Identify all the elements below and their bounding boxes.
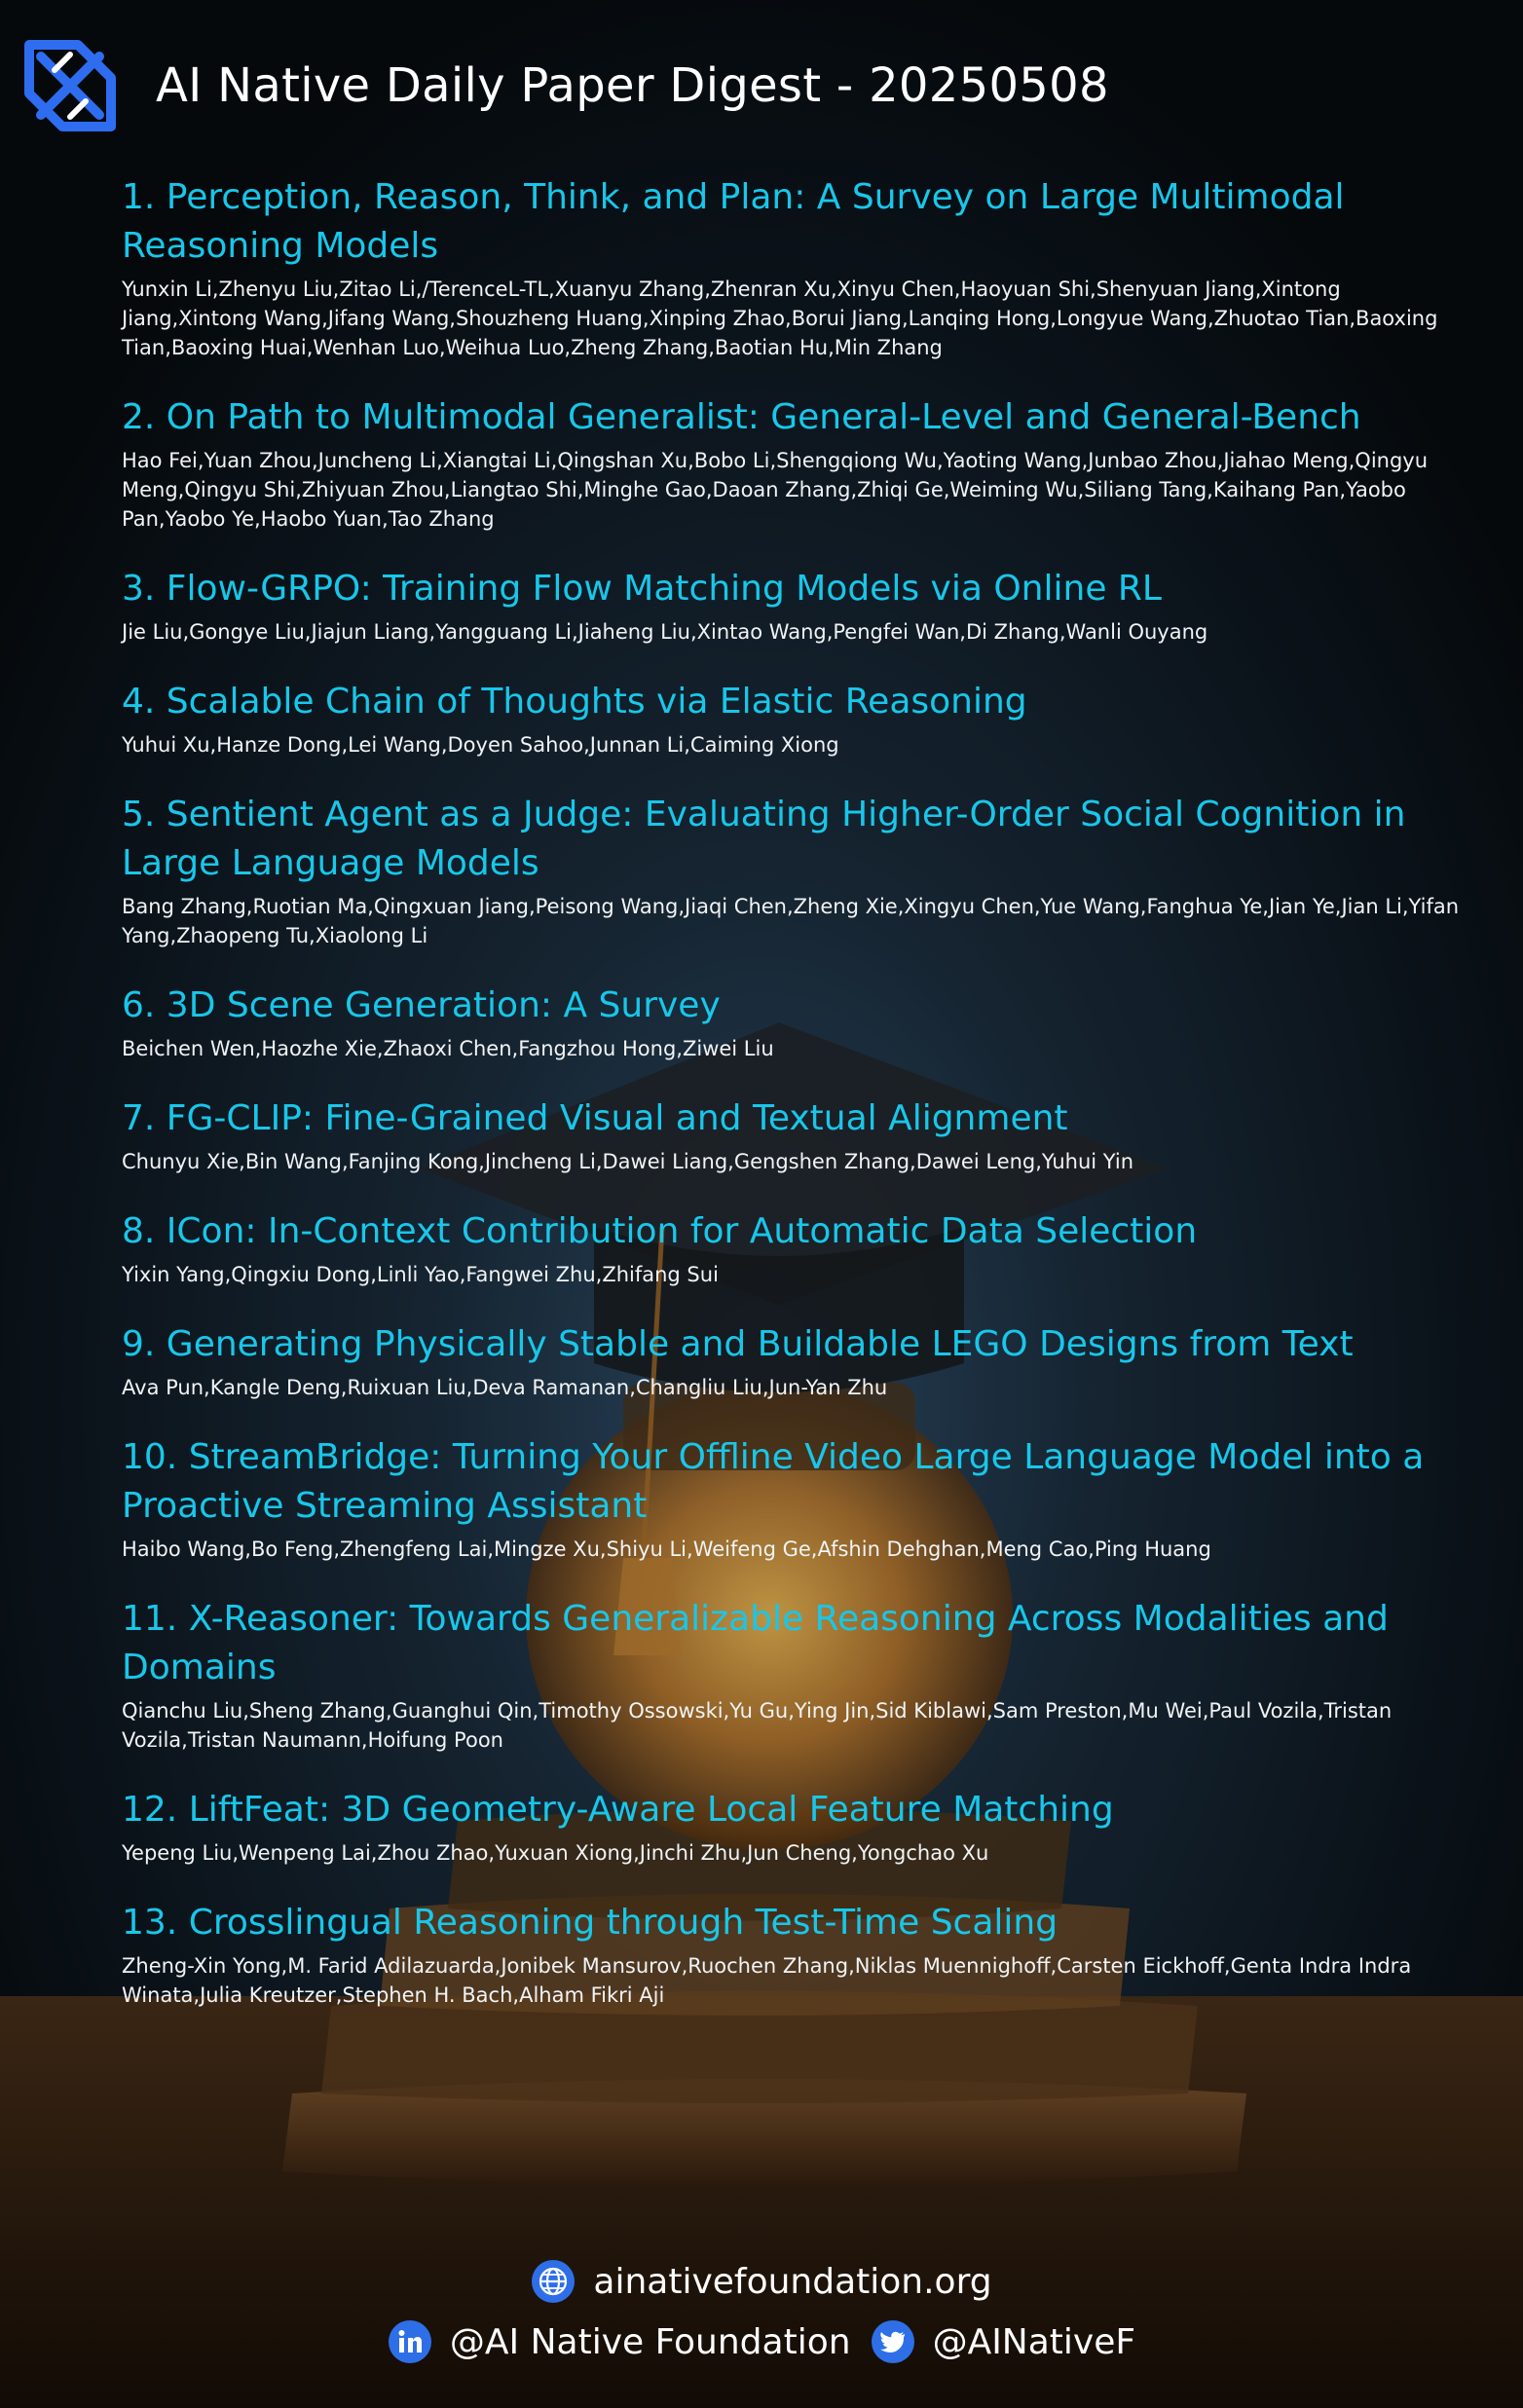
paper-authors: Haibo Wang,Bo Feng,Zhengfeng Lai,Mingze Xu,Shiyu Li,Weifeng Ge,Afshin Dehghan,Meng Cao,Ping Huang — [122, 1537, 1211, 1561]
paper-item — [122, 1094, 1466, 1176]
paper-title[interactable]: 8. ICon: In-Context Contribution for Automatic Data Selection — [122, 1211, 1198, 1251]
page-title: AI Native Daily Paper Digest - 20250508 — [156, 58, 1109, 113]
paper-authors: Yepeng Liu,Wenpeng Lai,Zhou Zhao,Yuxuan Xiong,Jinchi Zhu,Jun Cheng,Yongchao Xu — [122, 1841, 989, 1865]
paper-item — [122, 173, 1466, 362]
paper-title[interactable]: 9. Generating Physically Stable and Buildable LEGO Designs from Text — [122, 1324, 1354, 1364]
footer — [0, 2251, 1523, 2388]
linkedin-icon[interactable] — [388, 2319, 432, 2364]
paper-item — [122, 1207, 1466, 1289]
twitter-icon[interactable] — [871, 2319, 915, 2364]
paper-title[interactable]: 6. 3D Scene Generation: A Survey — [122, 985, 721, 1025]
paper-authors: Beichen Wen,Haozhe Xie,Zhaoxi Chen,Fangzhou Hong,Ziwei Liu — [122, 1037, 774, 1060]
paper-item — [122, 982, 1466, 1063]
paper-title[interactable]: 13. Crosslingual Reasoning through Test-Time Scaling — [122, 1903, 1059, 1943]
ai-native-logo — [21, 37, 119, 134]
website-link[interactable]: ainativefoundation.org — [593, 2261, 992, 2302]
paper-authors: Yuhui Xu,Hanze Dong,Lei Wang,Doyen Sahoo,Junnan Li,Caiming Xiong — [122, 733, 839, 757]
paper-title[interactable]: 7. FG-CLIP: Fine-Grained Visual and Textual Alignment — [122, 1098, 1068, 1138]
paper-item — [122, 791, 1466, 950]
paper-title[interactable]: 10. StreamBridge: Turning Your Offline Video Large Language Model into a Proactive Streaming Assistant — [122, 1437, 1425, 1526]
paper-authors: Zheng-Xin Yong,M. Farid Adilazuarda,Jonibek Mansurov,Ruochen Zhang,Niklas Muennighoff,Carsten Eickhoff,Genta Indra Indra Winata,Julia Kreutzer,Stephen H. Bach,Alham Fikri Aji — [122, 1954, 1412, 2007]
twitter-handle[interactable]: @AINativeF — [932, 2321, 1136, 2362]
paper-item — [122, 1899, 1466, 2010]
footer-website-row — [0, 2251, 1523, 2312]
paper-title[interactable]: 3. Flow-GRPO: Training Flow Matching Models via Online RL — [122, 569, 1162, 609]
paper-authors: Qianchu Liu,Sheng Zhang,Guanghui Qin,Timothy Ossowski,Yu Gu,Ying Jin,Sid Kiblawi,Sam Preston,Mu Wei,Paul Vozila,Tristan Vozila,Tristan Naumann,Hoifung Poon — [122, 1699, 1393, 1752]
paper-item — [122, 393, 1466, 534]
footer-social-row — [0, 2312, 1523, 2372]
paper-authors: Hao Fei,Yuan Zhou,Juncheng Li,Xiangtai Li,Qingshan Xu,Bobo Li,Shengqiong Wu,Yaoting Wang,Junbao Zhou,Jiahao Meng,Qingyu Meng,Qingyu Shi,Zhiyuan Zhou,Liangtao Shi,Minghe Gao,Daoan Zhang,Zhiqi Ge,Weiming Wu,Siliang Tang,Kaihang Pan,Yaobo Pan,Yaobo Ye,Haobo Yuan,Tao Zhang — [122, 449, 1429, 531]
paper-title[interactable]: 11. X-Reasoner: Towards Generalizable Reasoning Across Modalities and Domains — [122, 1599, 1389, 1687]
paper-authors: Yixin Yang,Qingxiu Dong,Linli Yao,Fangwei Zhu,Zhifang Sui — [122, 1263, 719, 1286]
paper-authors: Jie Liu,Gongye Liu,Jiajun Liang,Yangguang Li,Jiaheng Liu,Xintao Wang,Pengfei Wan,Di Zhang,Wanli Ouyang — [122, 620, 1208, 644]
paper-item — [122, 678, 1466, 759]
paper-list — [122, 173, 1466, 2041]
paper-authors: Chunyu Xie,Bin Wang,Fanjing Kong,Jincheng Li,Dawei Liang,Gengshen Zhang,Dawei Leng,Yuhui Yin — [122, 1150, 1134, 1173]
paper-item — [122, 1433, 1466, 1564]
paper-item — [122, 1786, 1466, 1868]
paper-title[interactable]: 1. Perception, Reason, Think, and Plan: A Survey on Large Multimodal Reasoning Models — [122, 177, 1345, 266]
paper-item — [122, 565, 1466, 647]
header — [21, 37, 1502, 134]
paper-item — [122, 1595, 1466, 1755]
paper-title[interactable]: 5. Sentient Agent as a Judge: Evaluating Higher-Order Social Cognition in Large Language Models — [122, 795, 1406, 883]
paper-authors: Bang Zhang,Ruotian Ma,Qingxuan Jiang,Peisong Wang,Jiaqi Chen,Zheng Xie,Xingyu Chen,Yue Wang,Fanghua Ye,Jian Ye,Jian Li,Yifan Yang,Zhaopeng Tu,Xiaolong Li — [122, 895, 1460, 947]
paper-item — [122, 1320, 1466, 1402]
linkedin-handle[interactable]: @AI Native Foundation — [449, 2321, 851, 2362]
globe-icon — [531, 2259, 576, 2304]
paper-title[interactable]: 2. On Path to Multimodal Generalist: General-Level and General-Bench — [122, 397, 1361, 437]
paper-authors: Yunxin Li,Zhenyu Liu,Zitao Li,/TerenceL-TL,Xuanyu Zhang,Zhenran Xu,Xinyu Chen,Haoyuan Shi,Shenyuan Jiang,Xintong Jiang,Xintong Wang,Jifang Wang,Shouzheng Huang,Xinping Zhao,Borui Jiang,Lanqing Hong,Longyue Wang,Zhuotao Tian,Baoxing Tian,Baoxing Huai,Wenhan Luo,Weihua Luo,Zheng Zhang,Baotian Hu,Min Zhang — [122, 278, 1438, 359]
paper-authors: Ava Pun,Kangle Deng,Ruixuan Liu,Deva Ramanan,Changliu Liu,Jun-Yan Zhu — [122, 1376, 888, 1399]
paper-title[interactable]: 4. Scalable Chain of Thoughts via Elastic Reasoning — [122, 682, 1027, 722]
paper-title[interactable]: 12. LiftFeat: 3D Geometry-Aware Local Feature Matching — [122, 1790, 1114, 1830]
